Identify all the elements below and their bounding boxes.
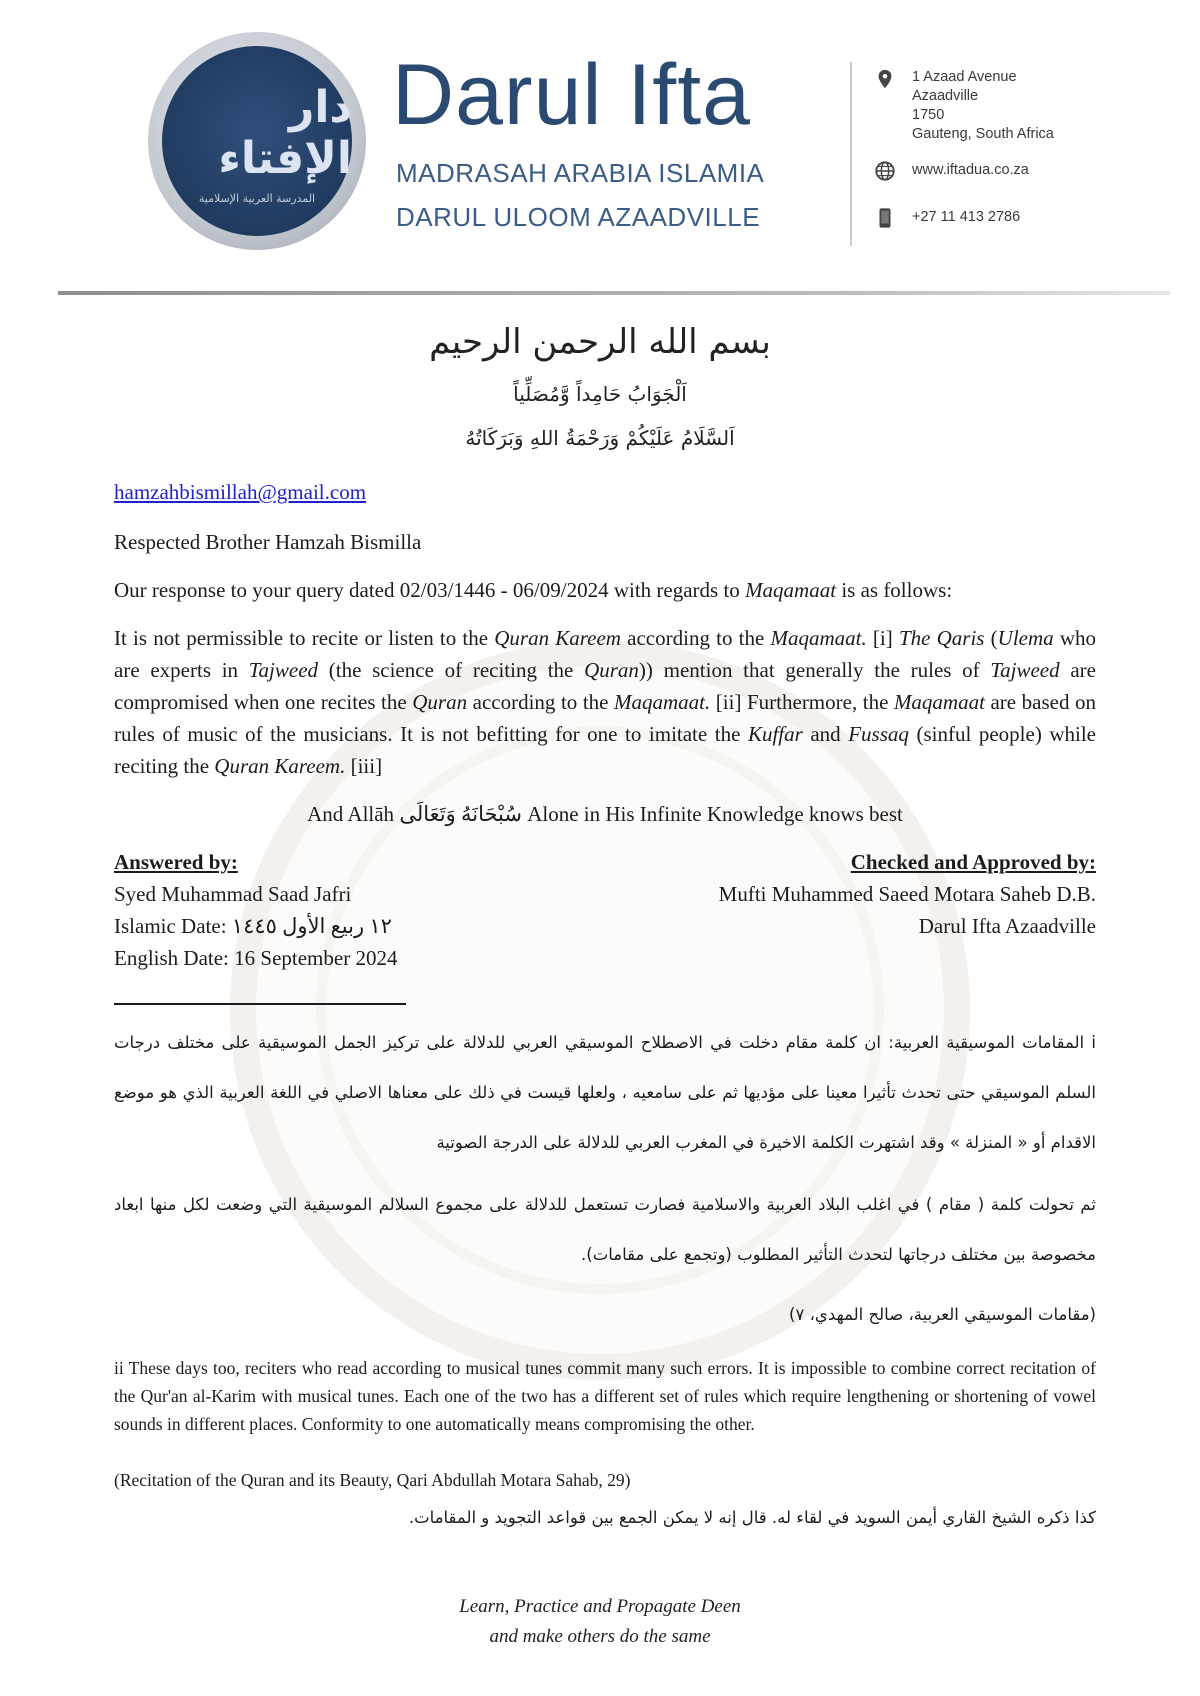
location-pin-icon xyxy=(874,68,896,90)
para-text: (the science of reciting the xyxy=(318,658,585,682)
para-term: Fussaq xyxy=(848,722,909,746)
response-term: Maqamaat xyxy=(745,578,837,602)
para-term: Quran Kareem xyxy=(494,626,621,650)
para-term: Kuffar xyxy=(747,722,803,746)
address-line: Gauteng, South Africa xyxy=(912,126,1054,142)
para-term: Quran xyxy=(412,690,468,714)
footnote-ii: ii These days too, reciters who read according to musical tunes commit many such errors. It is impossible to combine correct recitation of the Qur'an al-Karim with musical tunes. Each one of the two has a different set of rules which require lengthening or shortening of vowel sounds in different places. Conformity to one automatically means compromising the other. xyxy=(114,1358,1096,1434)
response-pre: Our response to your query dated 02/03/1446 - 06/09/2024 with regards to xyxy=(114,578,746,602)
logo-subtitle: المدرسة العربية الإسلامية xyxy=(198,191,316,205)
salaam-greeting: اَلسَّلَامُ عَلَيْكُمْ وَرَحْمَةُ اللهِ وَبَرَكَاتُهُ xyxy=(465,426,735,450)
footnote-iii-arabic: كذا ذكره الشيخ القاري أيمن السويد في لقاء له. قال إنه لا يمكن الجمع بين قواعد التجويد و المقامات. xyxy=(408,1508,1096,1527)
address-line: 1750 xyxy=(912,107,945,123)
para-text: ( xyxy=(984,626,998,650)
islamic-date: Islamic Date: ١٢ ربيع الأول ١٤٤٥ xyxy=(114,914,392,938)
closing-line: And Allāh سُبْحَانَهُ وَتَعَالَى Alone in His Infinite Knowledge knows best xyxy=(307,802,903,826)
answer-paragraph xyxy=(114,622,1096,782)
para-term: Ulema xyxy=(997,626,1054,650)
answered-by-name: Syed Muhammad Saad Jafri xyxy=(114,882,352,906)
checked-by-name: Mufti Muhammed Saeed Motara Saheb D.B. xyxy=(718,882,1096,906)
footnote-ii-source: (Recitation of the Quran and its Beauty, Qari Abdullah Motara Sahab, 29) xyxy=(114,1470,631,1490)
para-text: who are experts in xyxy=(114,626,1097,682)
contact-address xyxy=(912,68,1054,144)
brand-title: Darul Ifta xyxy=(392,47,751,143)
brand-line-darul-uloom: DARUL ULOOM AZAADVILLE xyxy=(396,202,761,232)
footnote-rule xyxy=(114,1003,406,1005)
logo-inner-circle xyxy=(162,46,352,236)
para-text: (sinful people) while reciting the xyxy=(114,722,1097,778)
checked-by-heading: Checked and Approved by: xyxy=(850,850,1096,874)
footnote-i-arabic-cont: ثم تحولت كلمة ( مقام ) في اغلب البلاد العربية والاسلامية فصارت تستعمل للدلالة على مجموع السلالم الموسيقية التي وضعت لكل منها ابعاد مخصوصة بين مختلف درجاتها لتحدث التأثير المطلوب (وتجمع على مقامات). xyxy=(114,1195,1096,1264)
footnote-i-arabic: i المقامات الموسيقية العربية: ان كلمة مقام دخلت في الاصطلاح الموسيقي العربي للدلالة على تركيز الجمل الموسيقية على مختلف درجات السلم الموسيقي حتى تحدث تأثيرا معينا على مؤديها ثم على سامعيه ، ولعلها قيست في ذلك على معناها الاصلي في اللغة العربية الذي هو موضع الاقدام أو « المنزلة » وقد اشتهرت الكلمة الاخيرة في المغرب العربي للدلالة على الدرجة الصوتية xyxy=(114,1033,1096,1152)
bismillah: بسم الله الرحمن الرحيم xyxy=(429,322,771,362)
phone-icon xyxy=(874,207,896,229)
footer-motto-line2: and make others do the same xyxy=(489,1626,711,1647)
para-term: Maqamaat. xyxy=(614,690,711,714)
para-term: Maqamaat. xyxy=(770,626,867,650)
para-term: Quran Kareem. xyxy=(214,754,346,778)
para-text: are based on rules of music of the musicians. It is not befitting for one to imitate the xyxy=(114,690,1096,746)
answered-by-block xyxy=(114,846,574,974)
para-text: )) mention that generally the rules of xyxy=(638,658,991,682)
globe-icon xyxy=(874,160,896,182)
address-line: Azaadville xyxy=(912,88,979,104)
para-term: Quran xyxy=(584,658,639,682)
response-post: is as follows: xyxy=(836,578,953,602)
para-text: [ii] Furthermore, the xyxy=(710,690,894,714)
checked-by-org: Darul Ifta Azaadville xyxy=(918,914,1096,938)
darul-ifta-logo xyxy=(148,32,366,250)
brand-line-madrasah: MADRASAH ARABIA ISLAMIA xyxy=(396,158,765,188)
para-text: [i] xyxy=(866,626,899,650)
para-text: according to the xyxy=(467,690,615,714)
answered-by-heading: Answered by: xyxy=(114,850,238,874)
para-term: Tajweed xyxy=(248,658,319,682)
para-term: Tajweed xyxy=(990,658,1060,682)
jawab-heading: اَلْجَوَابُ حَامِداً وَّمُصَلِّياً xyxy=(513,382,687,406)
english-date: English Date: 16 September 2024 xyxy=(114,946,398,970)
para-term: The Qaris xyxy=(898,626,985,650)
address-line: 1 Azaad Avenue xyxy=(912,69,1017,85)
para-text: [iii] xyxy=(345,754,383,778)
para-text: and xyxy=(802,722,849,746)
recipient-email-link[interactable]: hamzahbismillah@gmail.com xyxy=(114,480,367,504)
greeting: Respected Brother Hamzah Bismilla xyxy=(114,530,422,554)
header-rule xyxy=(58,291,1170,295)
para-text: It is not permissible to recite or listen to the xyxy=(114,626,495,650)
contact-phone[interactable]: +27 11 413 2786 xyxy=(912,209,1021,225)
para-text: are compromised when one recites the xyxy=(114,658,1096,714)
para-term: Maqamaat xyxy=(893,690,985,714)
logo-calligraphy: دار الإفتاء xyxy=(218,81,352,184)
checked-by-block xyxy=(600,846,1096,942)
response-intro xyxy=(114,574,1096,606)
footer-motto-line1: Learn, Practice and Propagate Deen xyxy=(459,1596,741,1617)
footnote-i-source: (مقامات الموسيقي العربية، صالح المهدي، ٧) xyxy=(789,1305,1096,1324)
header-divider xyxy=(850,62,852,246)
contact-website[interactable]: www.iftadua.co.za xyxy=(912,162,1029,178)
para-text: according to the xyxy=(620,626,771,650)
